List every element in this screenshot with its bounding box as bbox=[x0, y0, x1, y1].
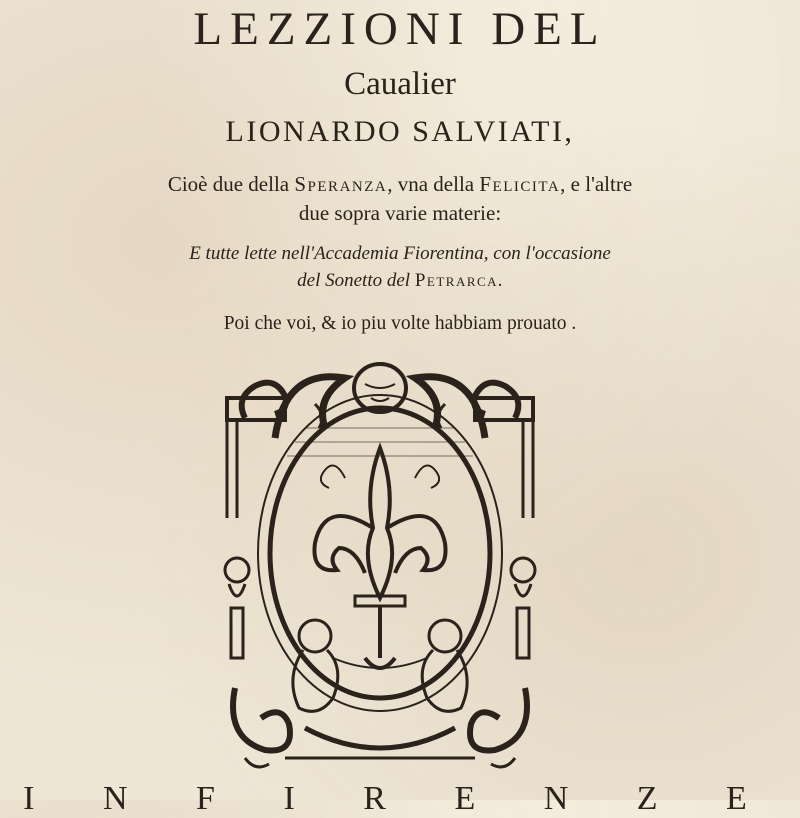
book-title: LEZZIONI DEL bbox=[193, 3, 607, 55]
book-subtitle: Caualier bbox=[344, 66, 456, 102]
motto: Poi che voi, & io piu volte habbiam prouato . bbox=[223, 313, 577, 334]
printers-device-fleur-de-lis-icon bbox=[215, 358, 545, 776]
note-line-1: E tutte lette nell'Accademia Fiorentina, con l'occasione bbox=[189, 243, 611, 264]
description-line-1: Cioè due della Speranza, vna della Felicita, e l'altre bbox=[167, 172, 633, 196]
author-name: LIONARDO SALVIATI, bbox=[225, 115, 575, 148]
note-line-2: del Sonetto del Petrarca. bbox=[297, 270, 503, 291]
imprint-place: I N F I R E N Z E bbox=[23, 780, 777, 817]
description-line-2: due sopra varie materie: bbox=[298, 201, 502, 225]
